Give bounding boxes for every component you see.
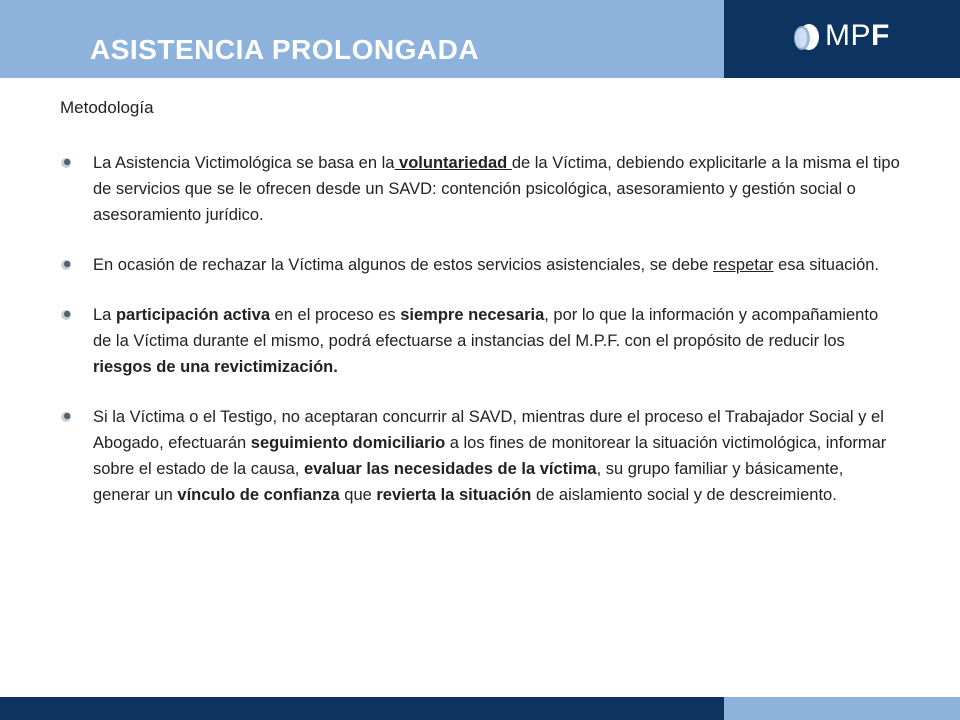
bullet-sphere-icon (60, 411, 72, 423)
bullet-sphere-icon (60, 309, 72, 321)
footer-band-dark (0, 697, 724, 720)
bullet-item: La participación activa en el proceso es siempre necesaria, por lo que la información y acompañamiento de la Víctima durante el mismo, podrá efectuarse a instancias del M.P.F. con el propósito de reducir los riesgos de una revictimización. (60, 302, 900, 380)
bullet-item: En ocasión de rechazar la Víctima algunos de estos servicios asistenciales, se debe respetar esa situación. (60, 252, 900, 278)
bullet-item: Si la Víctima o el Testigo, no aceptaran concurrir al SAVD, mientras dure el proceso el Trabajador Social y el Abogado, efectuarán seguimiento domiciliario a los fines de monitorear la situación victimológica, informar sobre el estado de la causa, evaluar las necesidades de la víctima, su grupo familiar y básicamente, generar un vínculo de confianza que revierta la situación de aislamiento social y de descreimiento. (60, 404, 900, 508)
bullet-list (60, 150, 900, 508)
section-label: Metodología (60, 98, 154, 117)
mpf-logo-icon (792, 19, 822, 53)
bullet-item: La Asistencia Victimológica se basa en la voluntariedad de la Víctima, debiendo explicitarle a la misma el tipo de servicios que se le ofrecen desde un SAVD: contención psicológica, asesoramiento y gestión social o asesoramiento jurídico. (60, 150, 900, 228)
mpf-logo (792, 18, 890, 54)
mpf-logo-text: MPF (825, 19, 890, 52)
footer-band-light (724, 697, 960, 720)
bullet-sphere-icon (60, 259, 72, 271)
page-title: ASISTENCIA PROLONGADA (90, 34, 480, 65)
bullet-sphere-icon (60, 157, 72, 169)
